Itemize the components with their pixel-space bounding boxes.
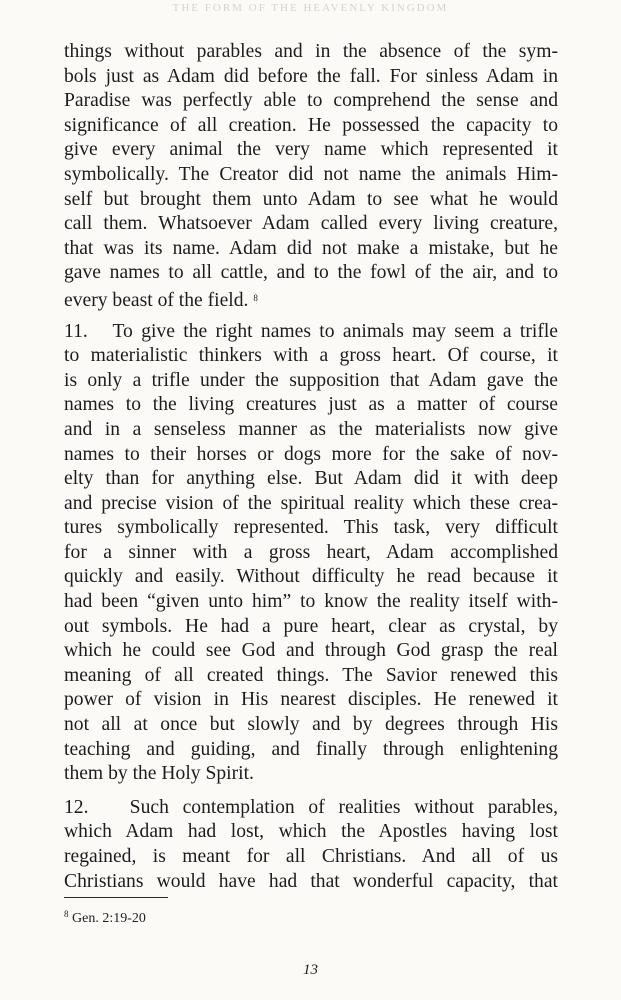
text-line: to materialistic thinkers with a gross heart. Of course, it xyxy=(64,345,558,367)
text-line-content: every beast of the field. xyxy=(64,289,249,311)
text-line: bols just as Adam did before the fall. For sinless Adam in xyxy=(64,65,558,87)
paragraph-12 xyxy=(64,796,558,894)
text-line: significance of all creation. He possessed the capacity to xyxy=(64,114,558,136)
text-line: out symbols. He had a pure heart, clear as crystal, by xyxy=(64,615,558,637)
text-line: tures symbolically represented. This task, very difficult xyxy=(64,517,558,539)
text-line: quickly and easily. Without difficulty he read because it xyxy=(64,566,558,588)
running-head: THE FORM OF THE HEAVENLY KINGDOM xyxy=(172,2,449,14)
page-number: 13 xyxy=(303,962,318,978)
text-line: and in a senseless manner as the materialists now give xyxy=(64,418,558,440)
text-line: self but brought them unto Adam to see what he would xyxy=(64,188,558,210)
text-line: symbolically. The Creator did not name the animals Him- xyxy=(64,163,558,185)
text-line: names to the living creatures just as a matter of course xyxy=(64,394,558,416)
text-line-last xyxy=(64,286,558,311)
text-line: Christians would have had that wonderful capacity, that xyxy=(64,870,558,892)
text-line: which he could see God and through God grasp the real xyxy=(64,640,558,662)
text-line: 12. Such contemplation of realities without parables, xyxy=(64,796,558,818)
footnote-reference[interactable]: 8 xyxy=(253,292,258,303)
text-line-last: them by the Holy Spirit. xyxy=(64,763,254,785)
footnote-text: Gen. 2:19-20 xyxy=(72,911,146,926)
text-line: and precise vision of the spiritual reality which these crea- xyxy=(64,492,558,514)
paragraph-11 xyxy=(64,320,558,787)
text-line: for a sinner with a gross heart, Adam accomplished xyxy=(64,541,558,563)
text-line: power of vision in His nearest disciples. He renewed it xyxy=(64,689,558,711)
text-line: call them. Whatsoever Adam called every living creature, xyxy=(64,213,558,235)
text-line: had been “given unto him” to know the reality itself with- xyxy=(64,591,558,613)
text-line: that was its name. Adam did not make a mistake, but he xyxy=(64,237,558,259)
text-line: Paradise was perfectly able to comprehend the sense and xyxy=(64,90,558,112)
footnote-divider xyxy=(64,897,168,898)
text-line: is only a trifle under the supposition that Adam gave the xyxy=(64,369,558,391)
text-line: which Adam had lost, which the Apostles having lost xyxy=(64,821,558,843)
footnote xyxy=(64,905,146,928)
text-line: give every animal the very name which represented it xyxy=(64,139,558,161)
body-text xyxy=(64,40,558,894)
text-line: meaning of all created things. The Savior renewed this xyxy=(64,664,558,686)
footnote-marker: 8 xyxy=(64,909,69,919)
text-line: teaching and guiding, and finally through enlightening xyxy=(64,738,558,760)
text-line: regained, is meant for all Christians. And all of us xyxy=(64,846,558,867)
text-line: not all at once but slowly and by degrees through His xyxy=(64,714,558,736)
text-line: elty than for anything else. But Adam did it with deep xyxy=(64,468,558,490)
paragraph-continuation xyxy=(64,40,558,311)
text-line: things without parables and in the absence of the sym- xyxy=(64,41,558,62)
text-line: names to their horses or dogs more for the sake of nov- xyxy=(64,443,558,465)
text-line: gave names to all cattle, and to the fowl of the air, and to xyxy=(64,262,558,284)
text-line: 11. To give the right names to animals may seem a trifle xyxy=(64,320,558,342)
